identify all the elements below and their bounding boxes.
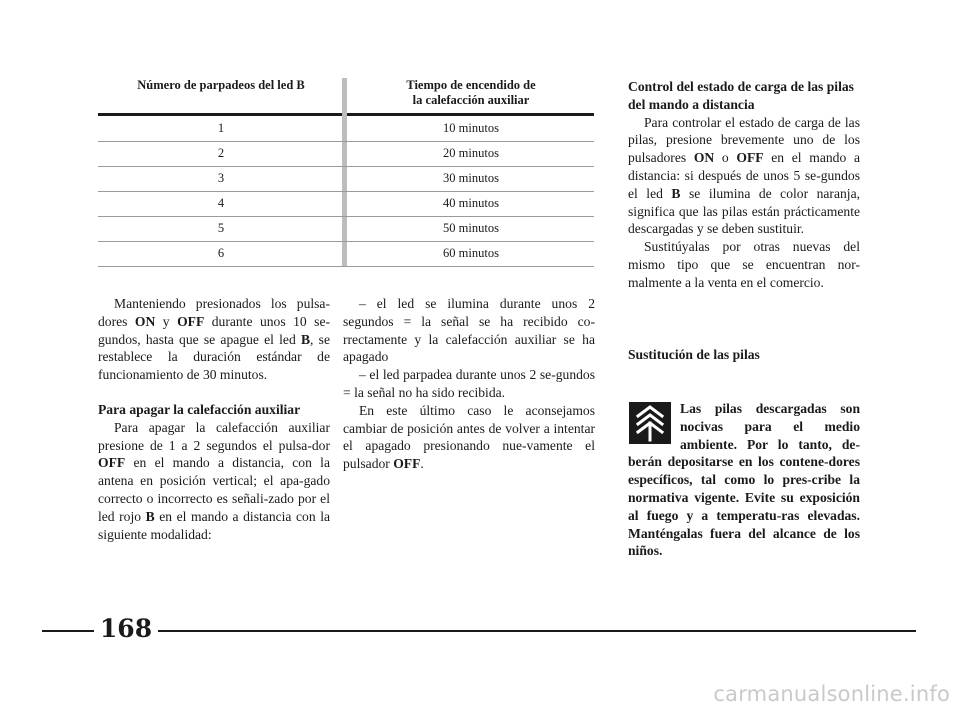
table-header-time (348, 78, 594, 108)
table-cell-blinks: 1 (217, 121, 225, 135)
table-row (98, 241, 594, 267)
blink-duration-table (98, 78, 594, 268)
table-cell-time: 10 minutos (443, 121, 499, 135)
watermark-text: carmanualsonline.info (713, 682, 950, 706)
table-header-blinks: Número de parpadeos del led B (137, 78, 305, 92)
table-cell-time: 50 minutos (443, 221, 499, 235)
table-cell-blinks: 6 (217, 246, 225, 260)
table-cell-time: 40 minutos (443, 196, 499, 210)
paragraph-restore-duration: Manteniendo presionados los pulsa-dores ON y OFF durante unos 10 se-gundos, hasta que se apague el led B, se restablece la duración estándar de funcionamiento de 30 minutos. (98, 296, 331, 383)
paragraph-battery-check: Para controlar el estado de carga de las pilas, presione brevemente uno de los pulsadores ON o OFF en el mando a distancia: si después de unos 5 se-gundos el led B se ilumina de color naranja, significa que las pilas están prácticamente descargadas y se deben sustituir. (628, 114, 860, 237)
paragraph-battery-replace: Sustitúyalas por otras nuevas del mismo tipo que se encuentran nor-malmente a la venta en el comercio. (628, 239, 860, 290)
section-heading-battery-check: Control del estado de carga de las pilas del mando a distancia (628, 79, 854, 112)
paragraph-advice: En este último caso le aconsejamos cambiar de posición antes de volver a intentar el apagado presionando nue-vamente el pulsador OFF. (343, 402, 595, 472)
section-heading-battery-replacement: Sustitución de las pilas (628, 346, 760, 362)
paragraph-led-blinks: – el led parpadea durante unos 2 se-gundos = la señal no ha sido recibida. (343, 367, 595, 400)
battery-disposal-warning: Las pilas descargadas son nocivas para el medio ambiente. Por lo tanto, de-berán depositarse en los contene-dores específicos, tal como lo pres-cribe la normativa vigente. Evite su exposición al fuego y a temperatu-ras elevadas. Manténgalas fuera del alcance de los niños. (628, 401, 860, 559)
paragraph-turn-off: Para apagar la calefacción auxiliar presione de 1 a 2 segundos el pulsa-dor OFF en el mando a distancia, con la antena en posición vertical; el apa-gado correcto o incorrecto es señali-zado por el led rojo B en el mando a distancia con la siguiente modalidad: (98, 419, 330, 542)
section-heading-turn-off: Para apagar la calefacción auxiliar (98, 401, 301, 417)
paragraph-led-lit: – el led se ilumina durante unos 2 segundos = la señal se ha recibido co-rrectamente y la calefacción auxiliar se ha apagado (343, 296, 595, 365)
table-cell-time: 30 minutos (443, 171, 499, 185)
footer-rule-right (158, 630, 916, 632)
table-row (98, 141, 594, 167)
table-row (98, 116, 594, 142)
table-cell-time: 60 minutos (443, 246, 499, 260)
table-cell-blinks: 3 (217, 171, 225, 185)
table-cell-blinks: 2 (217, 146, 225, 160)
table-header-time-line2: la calefacción auxiliar (412, 93, 530, 107)
table-row (98, 216, 594, 242)
table-cell-time: 20 minutos (443, 146, 499, 160)
page-number: 168 (99, 614, 153, 643)
text-column-middle (343, 295, 595, 473)
table-cell-blinks: 4 (217, 196, 225, 210)
table-cell-blinks: 5 (217, 221, 225, 235)
table-row (98, 191, 594, 217)
text-column-right (628, 78, 860, 363)
footer-rule-left (42, 630, 94, 632)
table-header-time-line1: Tiempo de encendido de (406, 78, 536, 92)
text-column-left (98, 295, 330, 543)
table-row (98, 166, 594, 192)
